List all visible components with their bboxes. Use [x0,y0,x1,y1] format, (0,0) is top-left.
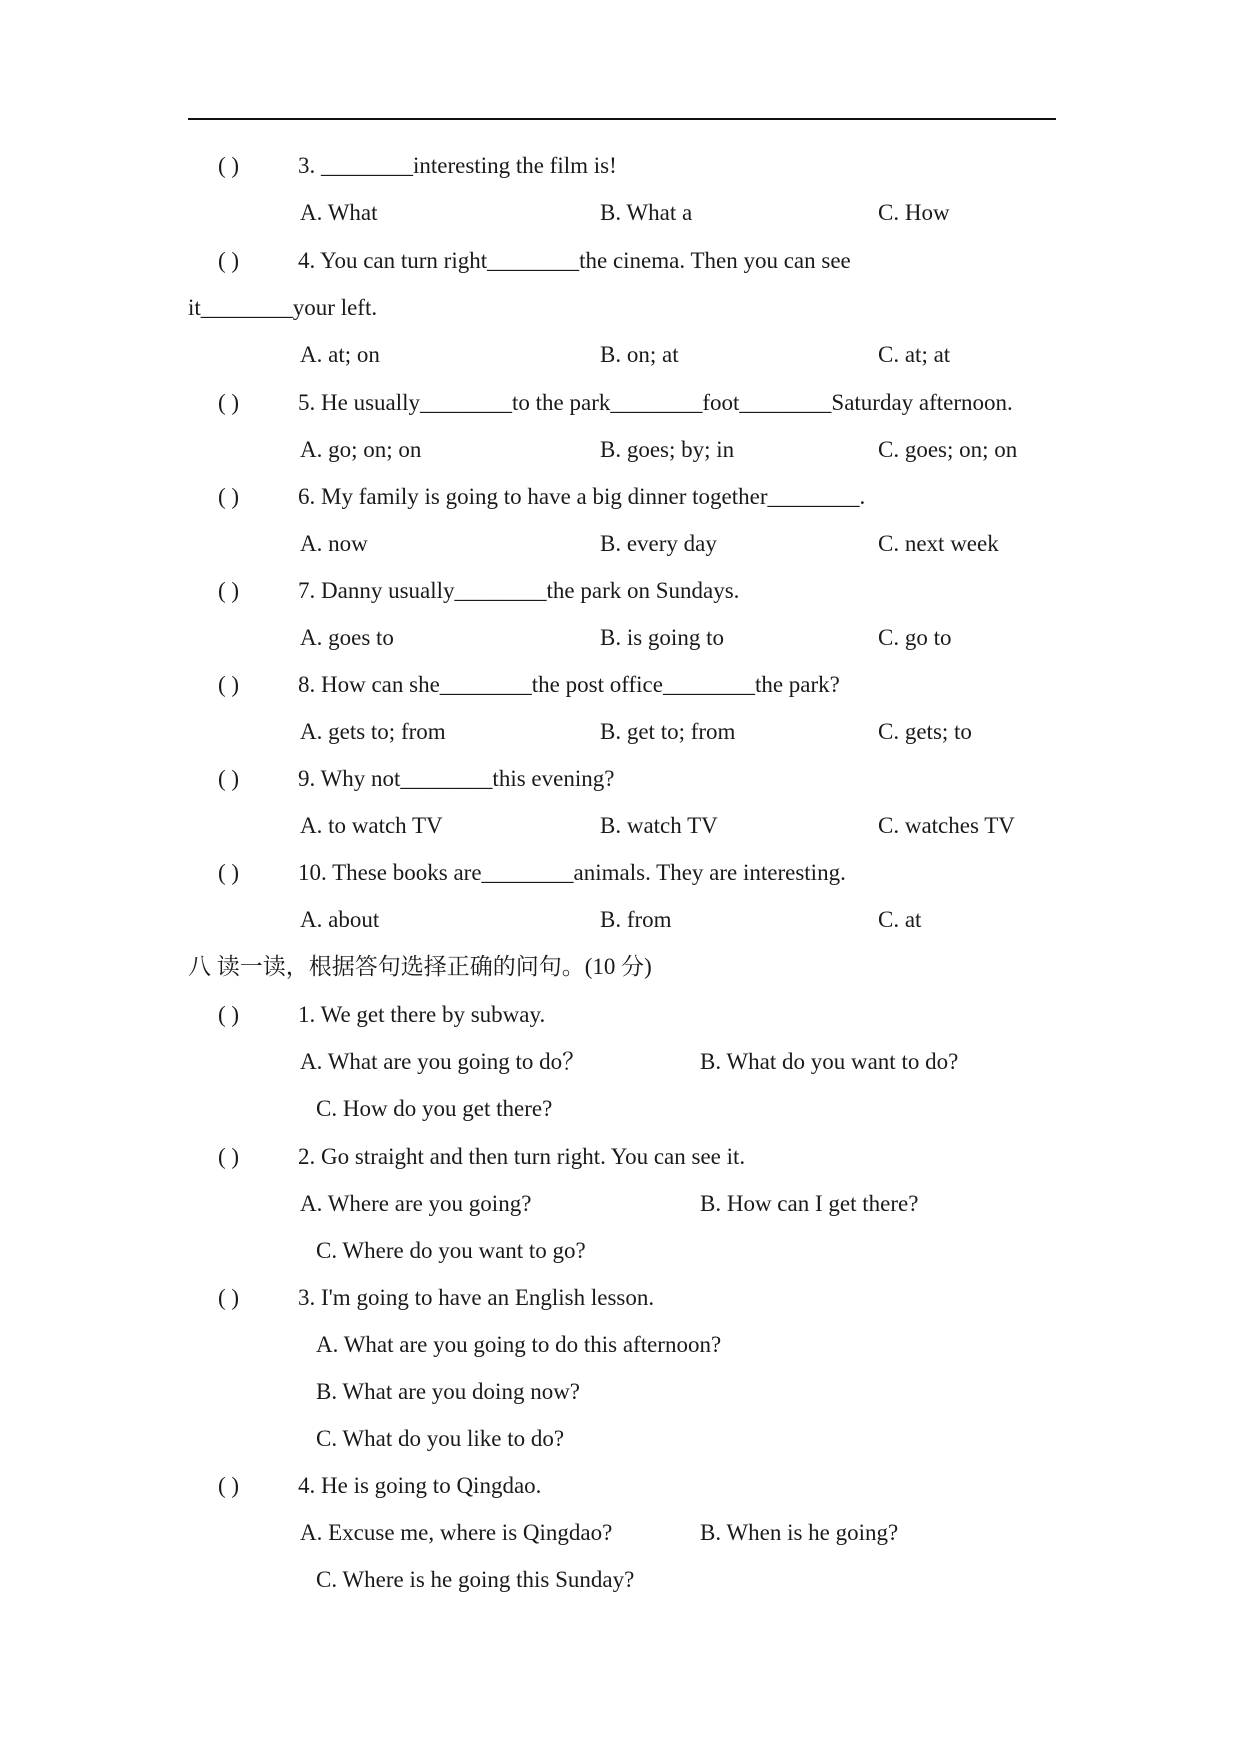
option-a: A. goes to [300,625,394,650]
answer-bracket[interactable]: ( ) [218,390,240,415]
question-stem: 1. We get there by subway. [298,1002,546,1027]
answer-bracket[interactable]: ( ) [218,1285,240,1310]
option-c: C. go to [878,625,952,650]
option-c: C. What do you like to do? [316,1426,565,1451]
option-a: A. What are you going to do？ [300,1049,586,1074]
question-stem: 5. He usually________to the park________foot________Saturday afternoon. [298,390,1013,415]
option-c: C. at [878,907,922,932]
header-rule [188,118,1056,120]
answer-bracket[interactable]: ( ) [218,248,240,273]
option-b: B. get to; from [600,719,736,744]
option-c: C. Where is he going this Sunday? [316,1567,635,1592]
question-stem: 2. Go straight and then turn right. You can see it. [298,1144,746,1169]
option-a: A. about [300,907,380,932]
option-b: B. watch TV [600,813,718,838]
option-c: C. Where do you want to go? [316,1238,586,1263]
question-stem: 9. Why not________this evening? [298,766,615,791]
question-stem: 4. You can turn right________the cinema. Then you can see [298,248,851,273]
answer-bracket[interactable]: ( ) [218,153,240,178]
option-a: A. to watch TV [300,813,443,838]
option-c: C. gets; to [878,719,972,744]
section-heading: 八 读一读，根据答句选择正确的问句。(10 分) [188,954,652,979]
option-a: A. Excuse me, where is Qingdao? [300,1520,613,1545]
question-stem: 6. My family is going to have a big dinner together________. [298,484,866,509]
option-b: B. When is he going? [700,1520,899,1545]
option-c: C. How do you get there? [316,1096,553,1121]
option-b: B. What are you doing now? [316,1379,581,1404]
option-c: C. watches TV [878,813,1015,838]
option-a: A. What are you going to do this afternoon? [316,1332,722,1357]
question-stem: 4. He is going to Qingdao. [298,1473,542,1498]
option-a: A. now [300,531,368,556]
question-stem: 7. Danny usually________the park on Sundays. [298,578,740,603]
question-stem: 3. I'm going to have an English lesson. [298,1285,655,1310]
option-b: B. goes; by; in [600,437,735,462]
option-b: B. is going to [600,625,724,650]
option-c: C. next week [878,531,999,556]
answer-bracket[interactable]: ( ) [218,1473,240,1498]
question-stem: 3. ________interesting the film is! [298,153,617,178]
answer-bracket[interactable]: ( ) [218,860,240,885]
answer-bracket[interactable]: ( ) [218,484,240,509]
option-a: A. at; on [300,342,380,367]
answer-bracket[interactable]: ( ) [218,1002,240,1027]
option-c: C. at; at [878,342,951,367]
option-b: B. What do you want to do? [700,1049,959,1074]
option-a: A. gets to; from [300,719,446,744]
option-b: B. from [600,907,672,932]
option-a: A. What [300,200,378,225]
question-stem: 8. How can she________the post office________the park? [298,672,840,697]
answer-bracket[interactable]: ( ) [218,578,240,603]
question-stem-continued: it________your left. [188,295,378,320]
answer-bracket[interactable]: ( ) [218,1144,240,1169]
question-stem: 10. These books are________animals. They are interesting. [298,860,846,885]
option-b: B. How can I get there? [700,1191,919,1216]
option-b: B. What a [600,200,693,225]
option-c: C. How [878,200,950,225]
answer-bracket[interactable]: ( ) [218,672,240,697]
option-a: A. Where are you going? [300,1191,532,1216]
answer-bracket[interactable]: ( ) [218,766,240,791]
option-b: B. every day [600,531,717,556]
option-b: B. on; at [600,342,679,367]
option-a: A. go; on; on [300,437,422,462]
option-c: C. goes; on; on [878,437,1018,462]
